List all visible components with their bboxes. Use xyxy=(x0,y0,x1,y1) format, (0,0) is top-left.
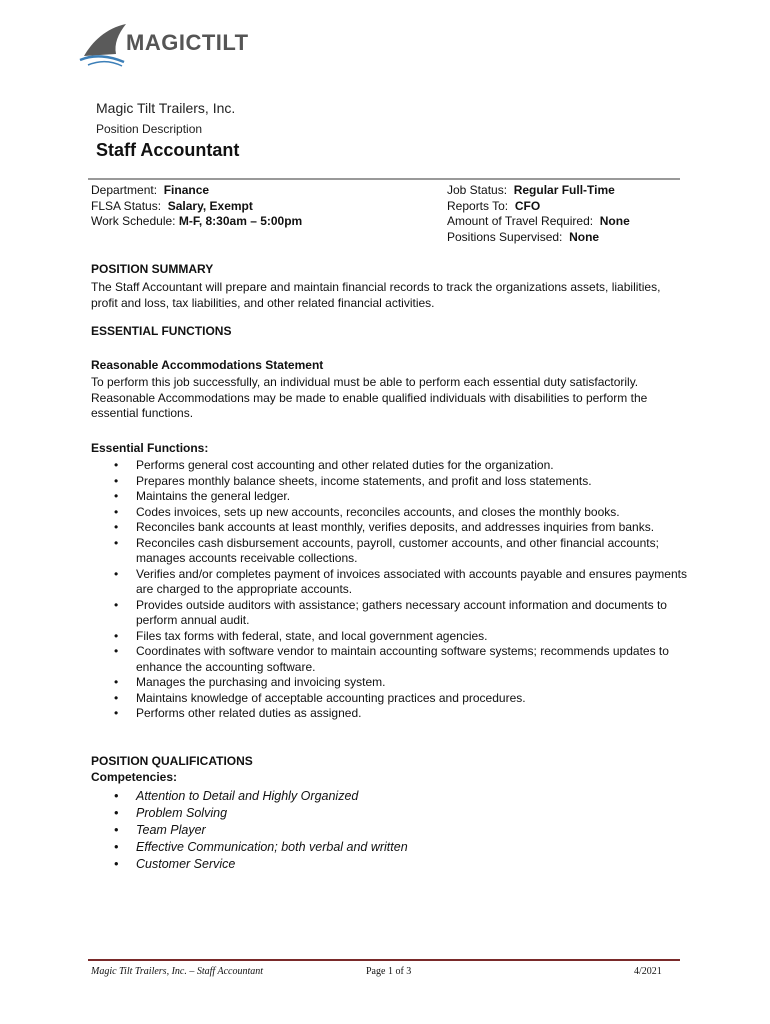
header-divider xyxy=(88,178,680,180)
job-meta-left xyxy=(91,183,302,230)
list-item: • Customer Service xyxy=(91,856,691,873)
competencies-list xyxy=(91,788,691,873)
list-item: • Coordinates with software vendor to maintain accounting software systems; recommends updates to enhance the accounting software. xyxy=(91,644,691,675)
list-item: • Performs general cost accounting and other related duties for the organization. xyxy=(91,458,691,474)
list-item: • Performs other related duties as assigned. xyxy=(91,706,691,722)
meta-department: Department: Finance xyxy=(91,183,210,197)
qualifications-heading: POSITION QUALIFICATIONS xyxy=(91,754,253,768)
list-item: • Team Player xyxy=(91,822,691,839)
essential-functions-heading: ESSENTIAL FUNCTIONS xyxy=(91,324,232,338)
list-item: • Maintains the general ledger. xyxy=(91,489,691,505)
list-item: • Maintains knowledge of acceptable accounting practices and procedures. xyxy=(91,691,691,707)
list-item: • Manages the purchasing and invoicing system. xyxy=(91,675,691,691)
footer-document-name: Magic Tilt Trailers, Inc. – Staff Accountant xyxy=(91,966,264,977)
list-item: • Files tax forms with federal, state, and local government agencies. xyxy=(91,629,691,645)
list-item: • Codes invoices, sets up new accounts, reconciles accounts, and closes the monthly books. xyxy=(91,505,691,521)
accommodations-text: To perform this job successfully, an individual must be able to perform each essential duty satisfactorily. Reasonable Accommodations may be made to enable qualified individuals with disabilities to perform the essential functions. xyxy=(91,375,648,420)
meta-travel-required: Amount of Travel Required: None xyxy=(447,214,630,228)
document-type: Position Description xyxy=(96,122,203,136)
footer-date: 4/2021 xyxy=(634,966,662,977)
meta-positions-supervised: Positions Supervised: None xyxy=(447,229,600,244)
company-name: Magic Tilt Trailers, Inc. xyxy=(96,100,236,116)
list-item: • Provides outside auditors with assistance; gathers necessary account information and documents to perform annual audit. xyxy=(91,598,691,629)
job-meta-right xyxy=(447,183,630,245)
footer-divider xyxy=(88,959,680,961)
essential-functions-list xyxy=(91,458,691,722)
list-item: • Attention to Detail and Highly Organized xyxy=(91,788,691,805)
list-item: • Effective Communication; both verbal and written xyxy=(91,839,691,856)
competencies-heading: Competencies: xyxy=(91,770,178,784)
logo-text: MAGICTILT xyxy=(126,30,249,55)
meta-job-status: Job Status: Regular Full-Time xyxy=(447,183,615,197)
list-item: • Problem Solving xyxy=(91,805,691,822)
summary-text: The Staff Accountant will prepare and maintain financial records to track the organizations assets, liabilities, profit and loss, tax liabilities, and other related financial activities. xyxy=(91,280,661,310)
meta-flsa-status: FLSA Status: Salary, Exempt xyxy=(91,198,253,213)
job-title: Staff Accountant xyxy=(96,140,240,160)
accommodations-heading: Reasonable Accommodations Statement xyxy=(91,358,324,372)
meta-reports-to: Reports To: CFO xyxy=(447,198,541,213)
summary-heading: POSITION SUMMARY xyxy=(91,262,214,276)
list-item: • Verifies and/or completes payment of invoices associated with accounts payable and ensures payments are charged to the appropriate accounts. xyxy=(91,567,691,598)
list-item: • Reconciles cash disbursement accounts, payroll, customer accounts, and other financial accounts; manages accounts receivable collections. xyxy=(91,536,691,567)
list-item: • Prepares monthly balance sheets, income statements, and profit and loss statements. xyxy=(91,474,691,490)
list-item: • Reconciles bank accounts at least monthly, verifies deposits, and addresses inquiries from banks. xyxy=(91,520,691,536)
footer-page-number: Page 1 of 3 xyxy=(366,966,412,977)
meta-work-schedule: Work Schedule: M-F, 8:30am – 5:00pm xyxy=(91,214,303,228)
essential-list-heading: Essential Functions: xyxy=(91,441,209,455)
company-logo xyxy=(78,20,278,70)
